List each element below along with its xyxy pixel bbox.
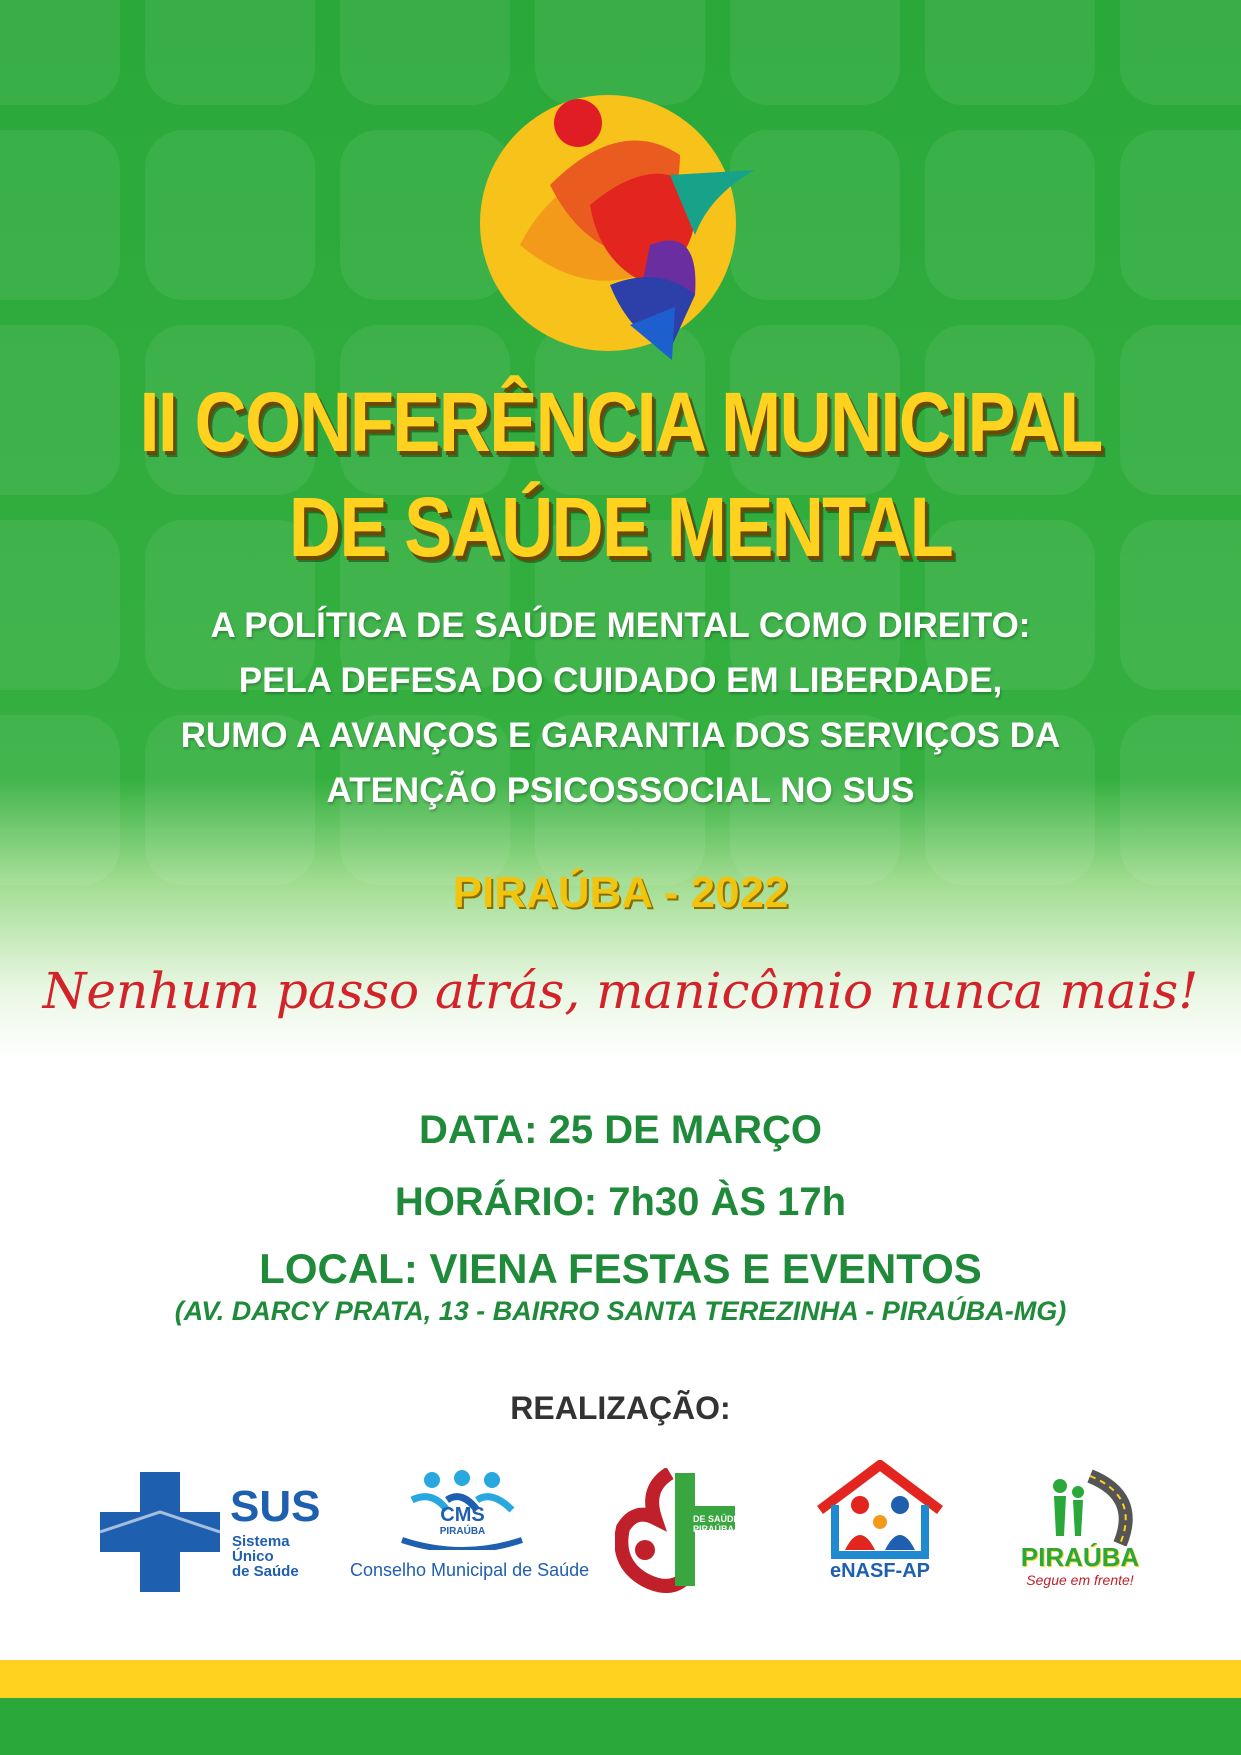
background-tile (925, 130, 1095, 300)
cms-abbr: CMS (440, 1504, 485, 1526)
event-venue: LOCAL: VIENA FESTAS E EVENTOS (259, 1245, 982, 1292)
prefeitura-logo (1005, 1460, 1155, 1600)
background-tile (730, 0, 900, 105)
background-tile (145, 130, 315, 300)
sus-line: de Saúde (232, 1563, 299, 1580)
secretaria-line: PIRAÚBA-MG (693, 1524, 752, 1534)
background-tile (1120, 130, 1241, 300)
house-family-icon (815, 1460, 945, 1560)
conference-logo (480, 95, 760, 365)
title-line-1: II CONFERÊNCIA MUNICIPAL (139, 375, 1102, 469)
subtitle-line: RUMO A AVANÇOS E GARANTIA DOS SERVIÇOS DA (180, 716, 1061, 755)
background-tile (340, 0, 510, 105)
background-tile (1120, 0, 1241, 105)
event-address: (AV. DARCY PRATA, 13 - BAIRRO SANTA TEREZINHA - PIRAÚBA-MG) (174, 1296, 1067, 1326)
sus-logo (100, 1460, 330, 1600)
background-tile (535, 0, 705, 105)
footer-green-band (0, 1698, 1241, 1755)
background-tile (0, 0, 120, 105)
secretaria-line: DE SAÚDE (693, 1514, 740, 1524)
event-time: HORÁRIO: 7h30 ÀS 17h (394, 1180, 847, 1224)
sus-name: SUS (230, 1482, 321, 1531)
sus-cross-icon (100, 1472, 220, 1592)
background-tile (0, 130, 120, 300)
enasf-logo (800, 1460, 960, 1600)
background-tile (145, 0, 315, 105)
sus-line: Sistema (232, 1533, 290, 1550)
cms-city: PIRAÚBA (439, 1526, 486, 1537)
slogan: Nenhum passo atrás, manicômio nunca mais! (42, 962, 1199, 1020)
sus-line: Único (232, 1548, 274, 1565)
city-year: PIRAÚBA - 2022 (452, 868, 789, 917)
secretaria-saude-logo (615, 1460, 755, 1600)
organizers-label: REALIZAÇÃO: (510, 1390, 731, 1426)
subtitle-line: A POLÍTICA DE SAÚDE MENTAL COMO DIREITO: (210, 606, 1031, 645)
footer-yellow-band (0, 1660, 1241, 1698)
road-people-icon (1020, 1466, 1140, 1546)
cms-name: Conselho Municipal de Saúde (350, 1560, 590, 1580)
prefeitura-name: PIRAÚBA (1020, 1542, 1140, 1572)
subtitle-line: PELA DEFESA DO CUIDADO EM LIBERDADE, (238, 661, 1003, 700)
background-tile (925, 0, 1095, 105)
subtitle-line: ATENÇÃO PSICOSSOCIAL NO SUS (326, 771, 915, 810)
cms-logo (350, 1460, 590, 1600)
event-date: DATA: 25 DE MARÇO (419, 1108, 822, 1152)
enasf-name: eNASF-AP (829, 1560, 930, 1582)
subtitle (0, 598, 1241, 818)
title-line-2: DE SAÚDE MENTAL (288, 480, 953, 574)
prefeitura-tagline: Segue em frente! (1026, 1572, 1134, 1588)
